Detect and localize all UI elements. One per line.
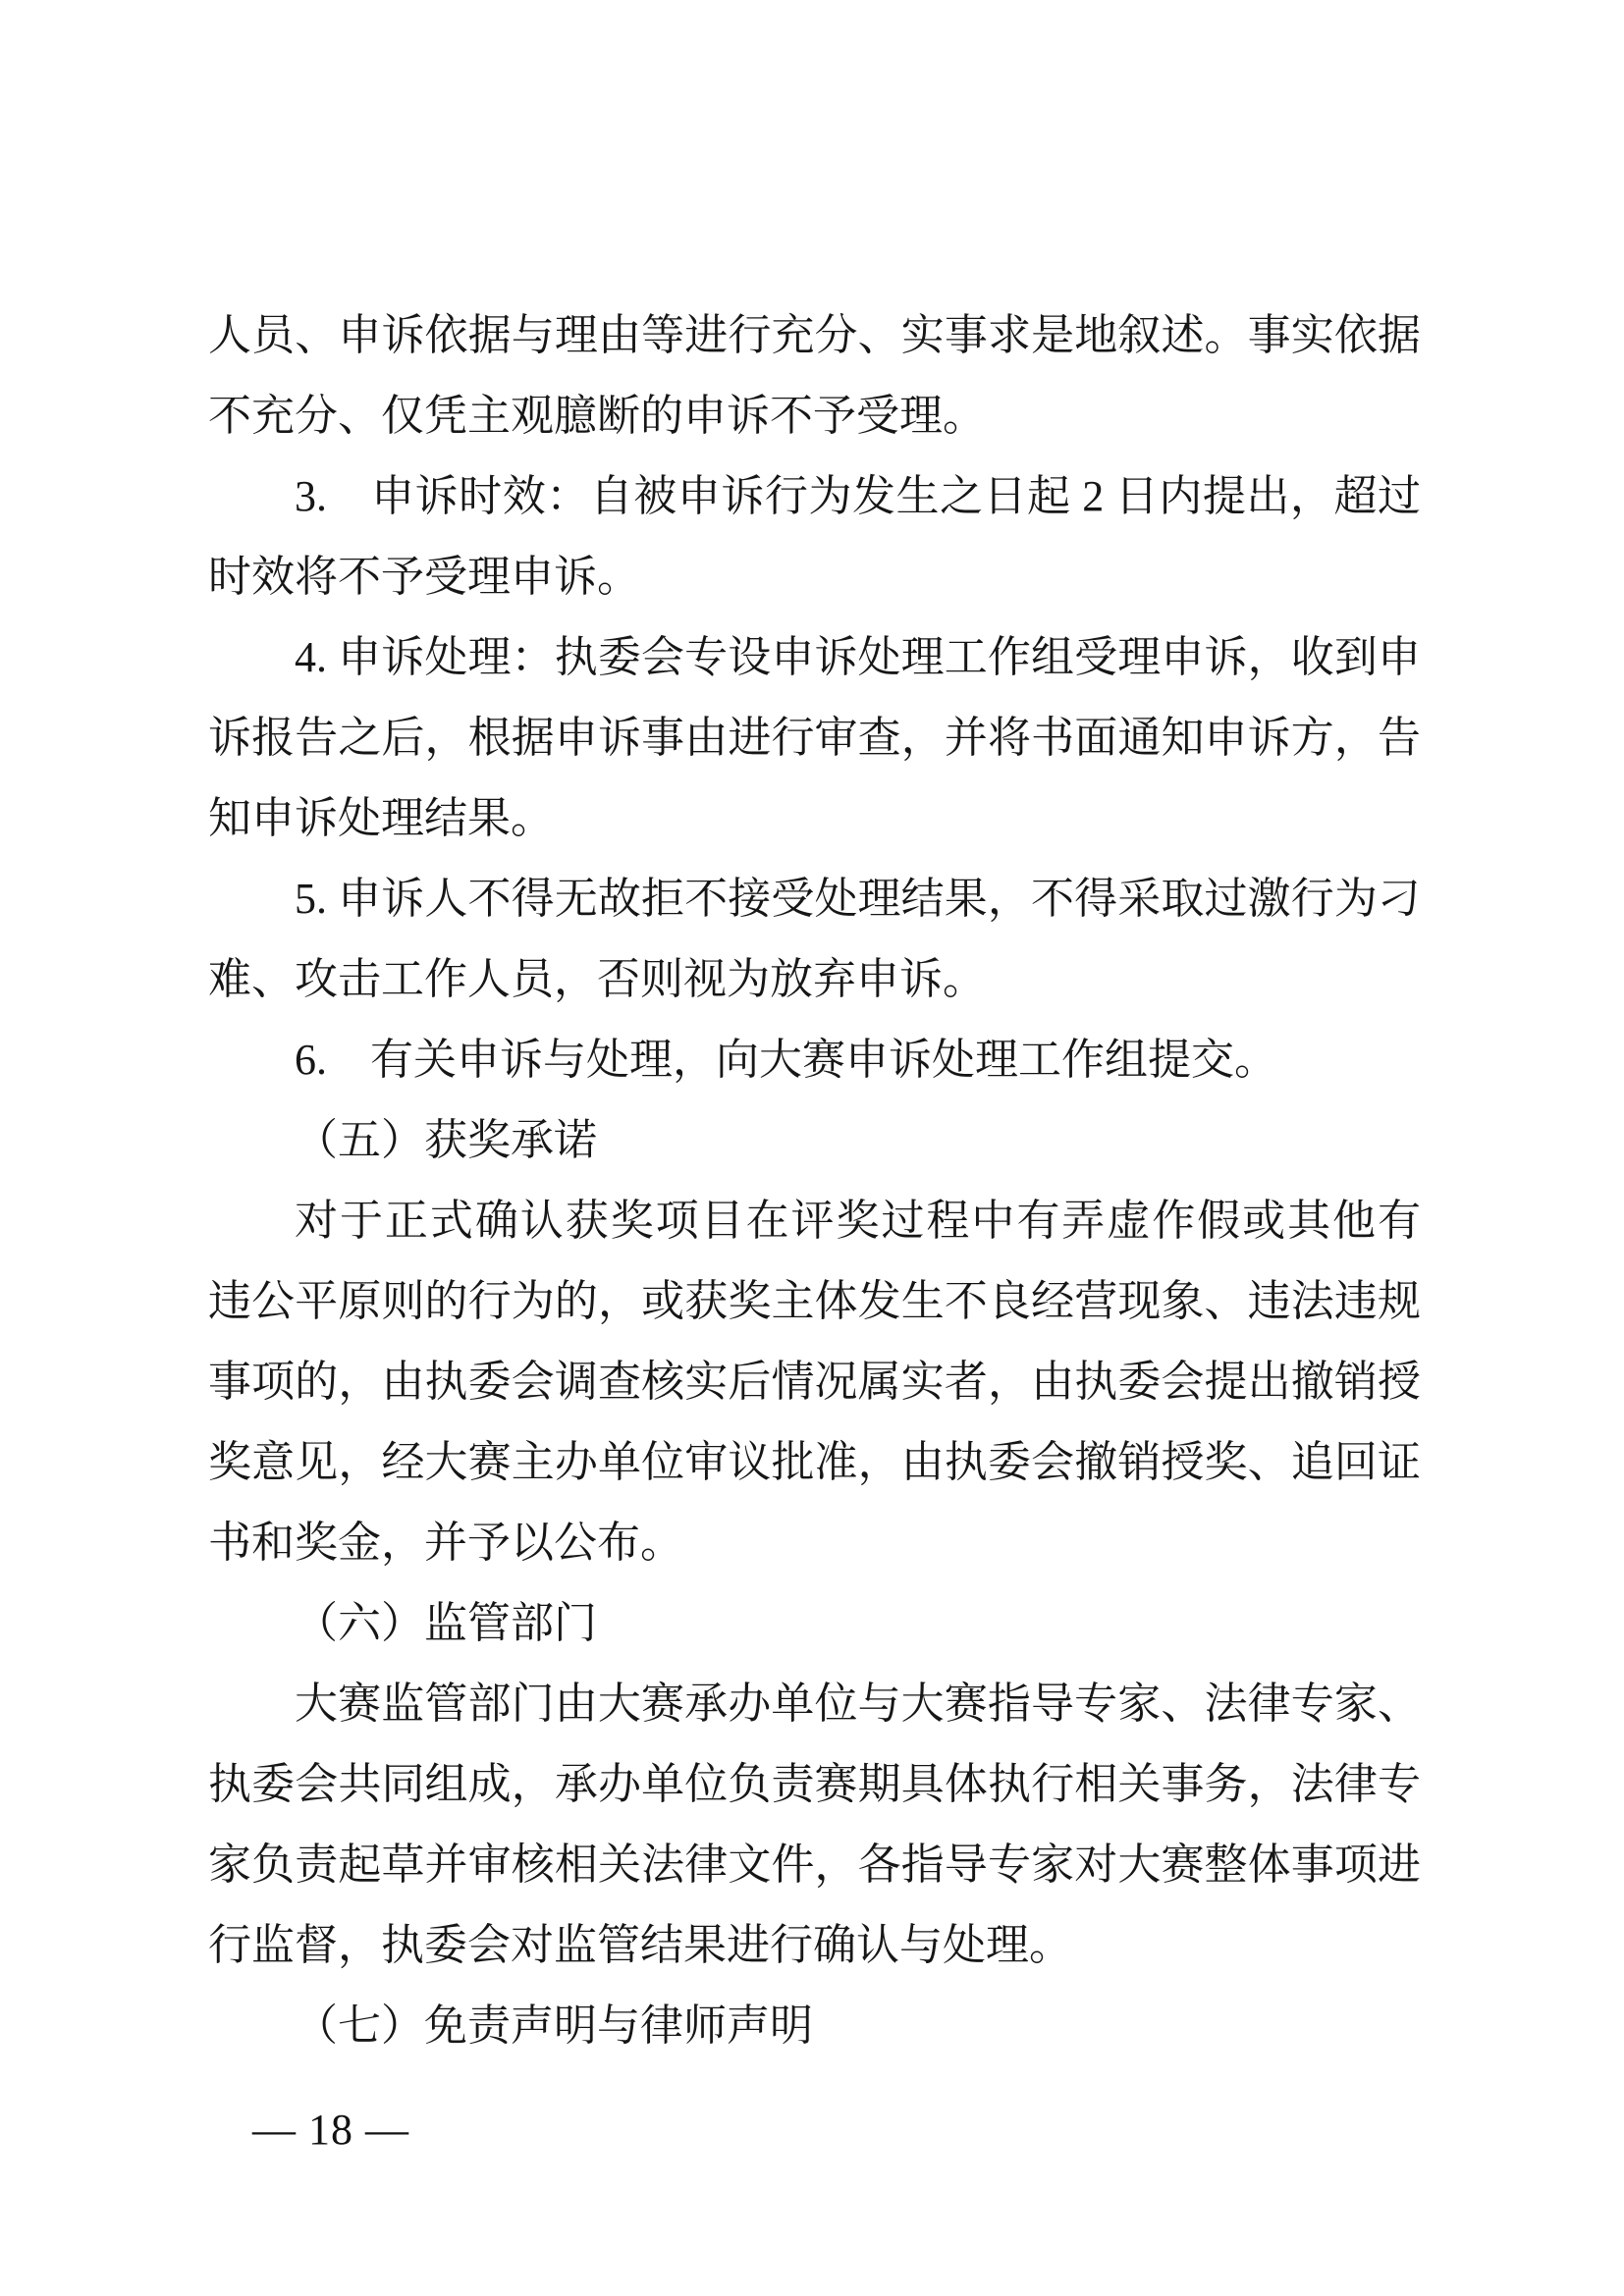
text-line: 人员、申诉依据与理由等进行充分、实事求是地叙述。事实依据	[208, 311, 1421, 359]
section-heading-7: （七）免责声明与律师声明	[295, 2002, 813, 2050]
text-line: 大赛监管部门由大赛承办单位与大赛指导专家、法律专家、	[295, 1680, 1421, 1728]
text-line: 执委会共同组成，承办单位负责赛期具体执行相关事务，法律专	[208, 1760, 1421, 1808]
section-heading-6: （六）监管部门	[295, 1599, 597, 1647]
text-line: 不充分、仅凭主观臆断的申诉不予受理。	[208, 392, 986, 440]
list-item-3: 3. 申诉时效：自被申诉行为发生之日起 2 日内提出，超过	[295, 472, 1421, 520]
page-number: — 18 —	[252, 2106, 409, 2154]
list-item-6: 6. 有关申诉与处理，向大赛申诉处理工作组提交。	[295, 1036, 1277, 1084]
text-line: 难、攻击工作人员，否则视为放弃申诉。	[208, 955, 986, 1003]
text-line: 违公平原则的行为的，或获奖主体发生不良经营现象、违法违规	[208, 1277, 1421, 1325]
text-line: 家负责起草并审核相关法律文件，各指导专家对大赛整体事项进	[208, 1841, 1421, 1889]
text-line: 行监督，执委会对监管结果进行确认与处理。	[208, 1921, 1072, 1969]
list-item-4: 4. 申诉处理：执委会专设申诉处理工作组受理申诉，收到申	[295, 633, 1421, 681]
section-heading-5: （五）获奖承诺	[295, 1116, 597, 1164]
text-line: 事项的，由执委会调查核实后情况属实者，由执委会提出撤销授	[208, 1358, 1421, 1406]
text-line: 知申诉处理结果。	[208, 794, 554, 842]
text-line: 诉报告之后，根据申诉事由进行审查，并将书面通知申诉方，告	[208, 714, 1421, 762]
text-line: 对于正式确认获奖项目在评奖过程中有弄虚作假或其他有	[295, 1197, 1421, 1245]
text-line: 奖意见，经大赛主办单位审议批准，由执委会撤销授奖、追回证	[208, 1438, 1421, 1486]
document-body	[208, 295, 1421, 2066]
list-item-5: 5. 申诉人不得无故拒不接受处理结果，不得采取过激行为刁	[295, 875, 1421, 923]
text-line: 时效将不予受理申诉。	[208, 553, 640, 601]
text-line: 书和奖金，并予以公布。	[208, 1519, 683, 1567]
